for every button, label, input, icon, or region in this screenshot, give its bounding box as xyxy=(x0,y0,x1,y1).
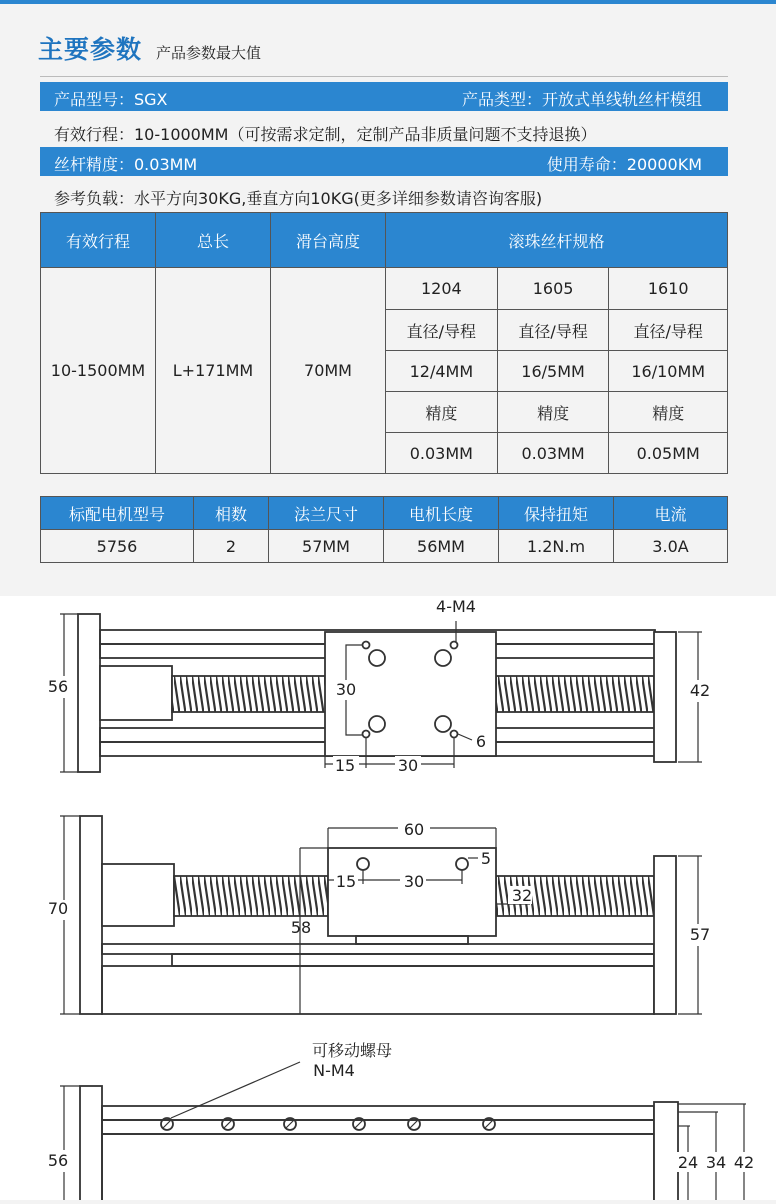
header-stroke: 有效行程 xyxy=(41,213,156,268)
bottom-view xyxy=(60,1062,746,1200)
section-subtitle: 产品参数最大值 xyxy=(156,44,262,62)
nut-label: 可移动螺母 xyxy=(311,1041,393,1060)
dim-label: 30 xyxy=(335,680,357,699)
dim-label: 15 xyxy=(334,756,356,775)
screw-precision: 丝杆精度：0.03MM xyxy=(54,155,198,174)
technical-drawings xyxy=(0,596,776,1200)
cell-prec-value: 0.05MM xyxy=(609,433,728,474)
cell-prec-label: 精度 xyxy=(497,392,609,433)
cell-screw-model: 1610 xyxy=(609,268,728,310)
row-stroke: 有效行程：10-1000MM（可按需求定制，定制产品非质量问题不支持退换） xyxy=(54,125,597,144)
cell-screw-model: 1605 xyxy=(497,268,609,310)
service-life: 使用寿命：20000KM xyxy=(546,155,702,174)
motor-phase: 2 xyxy=(194,530,269,563)
dim-label: 30 xyxy=(403,872,425,891)
cell-prec-value: 0.03MM xyxy=(386,433,498,474)
cell-prec-label: 精度 xyxy=(386,392,498,433)
section-title: 主要参数 xyxy=(38,35,143,64)
cell-dia-value: 12/4MM xyxy=(386,351,498,392)
dim-label: 5 xyxy=(480,849,492,868)
header-length: 总长 xyxy=(156,213,271,268)
dim-label: 24 xyxy=(677,1153,699,1172)
motor-header-current: 电流 xyxy=(614,497,728,530)
cell-length: L+171MM xyxy=(156,268,271,474)
spec-table xyxy=(40,212,728,474)
dim-label: 42 xyxy=(733,1153,755,1172)
product-model: 产品型号：SGX xyxy=(54,90,168,109)
cell-screw-model: 1204 xyxy=(386,268,498,310)
dim-label: 32 xyxy=(511,886,533,905)
dim-label: 56 xyxy=(47,1151,69,1170)
nut-code: N-M4 xyxy=(313,1061,355,1080)
dim-label: 42 xyxy=(689,681,711,700)
cell-dia-value: 16/5MM xyxy=(497,351,609,392)
cell-dia-value: 16/10MM xyxy=(609,351,728,392)
motor-torque: 1.2N.m xyxy=(499,530,614,563)
drawing-svg xyxy=(0,596,776,1200)
motor-model: 5756 xyxy=(41,530,194,563)
product-type: 产品类型：开放式单线轨丝杆模组 xyxy=(461,90,702,109)
dim-label: 6 xyxy=(475,732,487,751)
top-view xyxy=(60,614,702,772)
row-precision-life xyxy=(40,147,728,176)
cell-height: 70MM xyxy=(271,268,386,474)
dim-label: 56 xyxy=(47,677,69,696)
cell-dia-label: 直径/导程 xyxy=(386,310,498,351)
motor-header-length: 电机长度 xyxy=(384,497,499,530)
dim-label: 4-M4 xyxy=(436,597,476,616)
side-view xyxy=(60,816,702,1014)
motor-table xyxy=(40,496,728,563)
cell-dia-label: 直径/导程 xyxy=(497,310,609,351)
row-model-type xyxy=(40,82,728,111)
row-load: 参考负载：水平方向30KG,垂直方向10KG(更多详细参数请咨询客服) xyxy=(54,189,543,208)
dim-label: 60 xyxy=(403,820,425,839)
cell-dia-label: 直径/导程 xyxy=(609,310,728,351)
dim-label: 70 xyxy=(47,899,69,918)
cell-prec-value: 0.03MM xyxy=(497,433,609,474)
cell-prec-label: 精度 xyxy=(609,392,728,433)
header-height: 滑台高度 xyxy=(271,213,386,268)
dim-label: 30 xyxy=(397,756,419,775)
motor-length: 56MM xyxy=(384,530,499,563)
motor-header-flange: 法兰尺寸 xyxy=(269,497,384,530)
motor-header-phase: 相数 xyxy=(194,497,269,530)
dim-label: 58 xyxy=(290,918,312,937)
dim-label: 57 xyxy=(689,925,711,944)
divider xyxy=(40,76,728,77)
cell-stroke: 10-1500MM xyxy=(41,268,156,474)
dim-label: 34 xyxy=(705,1153,727,1172)
dim-label: 15 xyxy=(335,872,357,891)
motor-flange: 57MM xyxy=(269,530,384,563)
motor-header-model: 标配电机型号 xyxy=(41,497,194,530)
motor-current: 3.0A xyxy=(614,530,728,563)
motor-header-torque: 保持扭矩 xyxy=(499,497,614,530)
header-screw-spec: 滚珠丝杆规格 xyxy=(386,213,728,268)
